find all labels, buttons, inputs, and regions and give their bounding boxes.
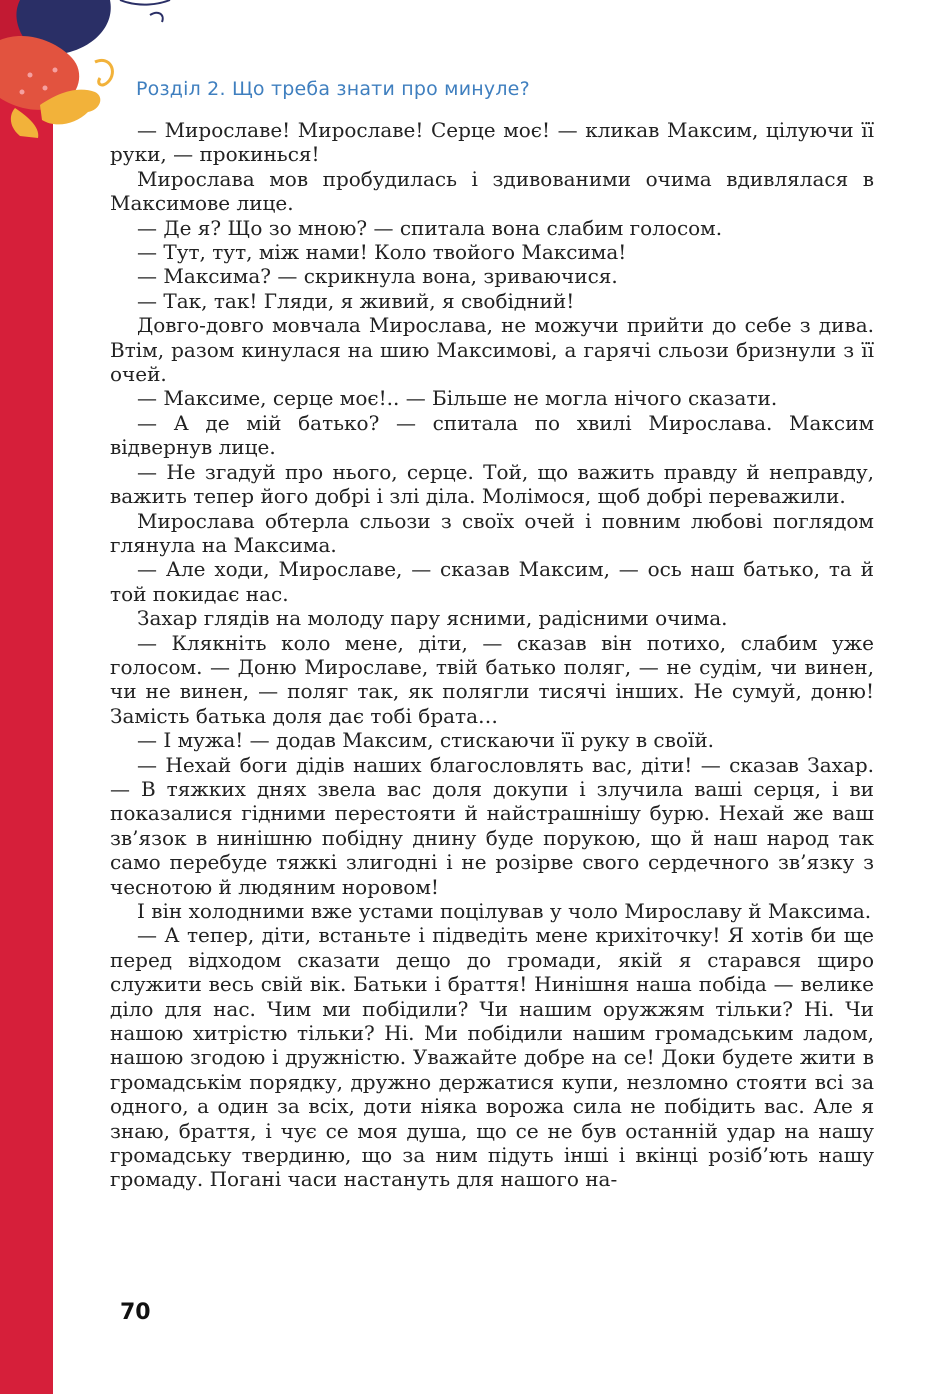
paragraph: — Клякніть коло мене, діти, — сказав він потихо, слабим уже голосом. — Доню Мирославе, твій батько поляг, — не судім, чи винен, чи не винен, — поляг так, як полягли тисячі інших. Не сумуй, доню! Замість батька доля дає тобі брата…: [110, 630, 874, 728]
paragraph: — А тепер, діти, встаньте і підведіть мене крихіточку! Я хотів би ще перед відходом сказати дещо до громади, якій я старався щиро служити весь свій вік. Батьки і браття! Нинішня наша побіда — велике діло для нас. Чим ми побідили? Чи нашим оружжям тільки? Ні. Чи нашою хитрістю тільки? Ні. Ми побідили нашим громадським ладом, нашою згодою і дружністю. Уважайте добре на се! Доки будете жити в громадськім порядку, дружно держатися купи, незломно стояти всі за одного, а один за всіх, доти ніяка ворожа сила не побідить вас. Але я знаю, браття, і чує се моя душа, що се не був останній удар на нашу громадську твердиню, що за ним підуть інші і вкінці розіб’ють нашу громаду. Погані часи настануть для нашого на-: [110, 923, 874, 1192]
paragraph: — Максима? — скрикнула вона, зриваючися.: [137, 264, 618, 289]
paragraph: Мирослава обтерла сльози з своїх очей і повним любові поглядом глянула на Максима.: [110, 508, 874, 557]
red-margin-strip: [0, 0, 53, 1394]
paragraph: І він холодними вже устами поцілував у чоло Мирославу й Максима.: [137, 899, 872, 923]
paragraph: Довго-довго мовчала Мирослава, не можучи прийти до себе з дива. Втім, разом кинулася на шию Максимові, а гарячі сльози бризнули з її очей.: [110, 313, 874, 387]
paragraph: — Але ходи, Мирославе, — сказав Максим, — ось наш батько, та й той покидає нас.: [110, 557, 874, 606]
paragraph: Захар глядів на молоду пару ясними, радісними очима.: [137, 606, 728, 631]
paragraph: — Нехай боги дідів наших благословлять вас, діти! — сказав Захар. — В тяжких днях звела вас доля докупи і злучила ваші серця, і ви показалися гідними перестояти й найстрашнішу бурю. Нехай же ваш зв’язок в нинішню побідну днину буде порукою, що й наш народ так само перебуде тяжкі злигодні і не розірве свого сердечного зв’язку з чеснотою й людяним норовом!: [110, 752, 874, 899]
paragraph: — Максиме, серце моє!.. — Більше не могла нічого сказати.: [137, 386, 778, 411]
story-text: [110, 118, 874, 1192]
paragraph: Мирослава мов пробудилась і здивованими очима вдивлялася в Максимове лице.: [110, 166, 874, 216]
paragraph: — Так, так! Гляди, я живий, я свобідний!: [137, 288, 575, 313]
paragraph: — Де я? Що зо мною? — спитала вона слабим голосом.: [137, 215, 723, 240]
page-number: 70: [120, 1300, 151, 1325]
paragraph: — Не згадуй про нього, серце. Той, що важить правду й неправду, важить тепер його добрі і злі діла. Молімося, щоб добрі переважили.: [110, 459, 874, 509]
paragraph: — Мирославе! Мирославе! Серце моє! — кликав Максим, цілуючи її руки, — прокинься!: [110, 118, 874, 167]
paragraph: — Тут, тут, між нами! Коло твойого Максима!: [137, 240, 627, 265]
paragraph: — І мужа! — додав Максим, стискаючи її руку в своїй.: [137, 728, 715, 753]
paragraph: — А де мій батько? — спитала по хвилі Мирослава. Максим відвернув лице.: [110, 410, 874, 460]
section-title: Розділ 2. Що треба знати про минуле?: [136, 78, 530, 100]
